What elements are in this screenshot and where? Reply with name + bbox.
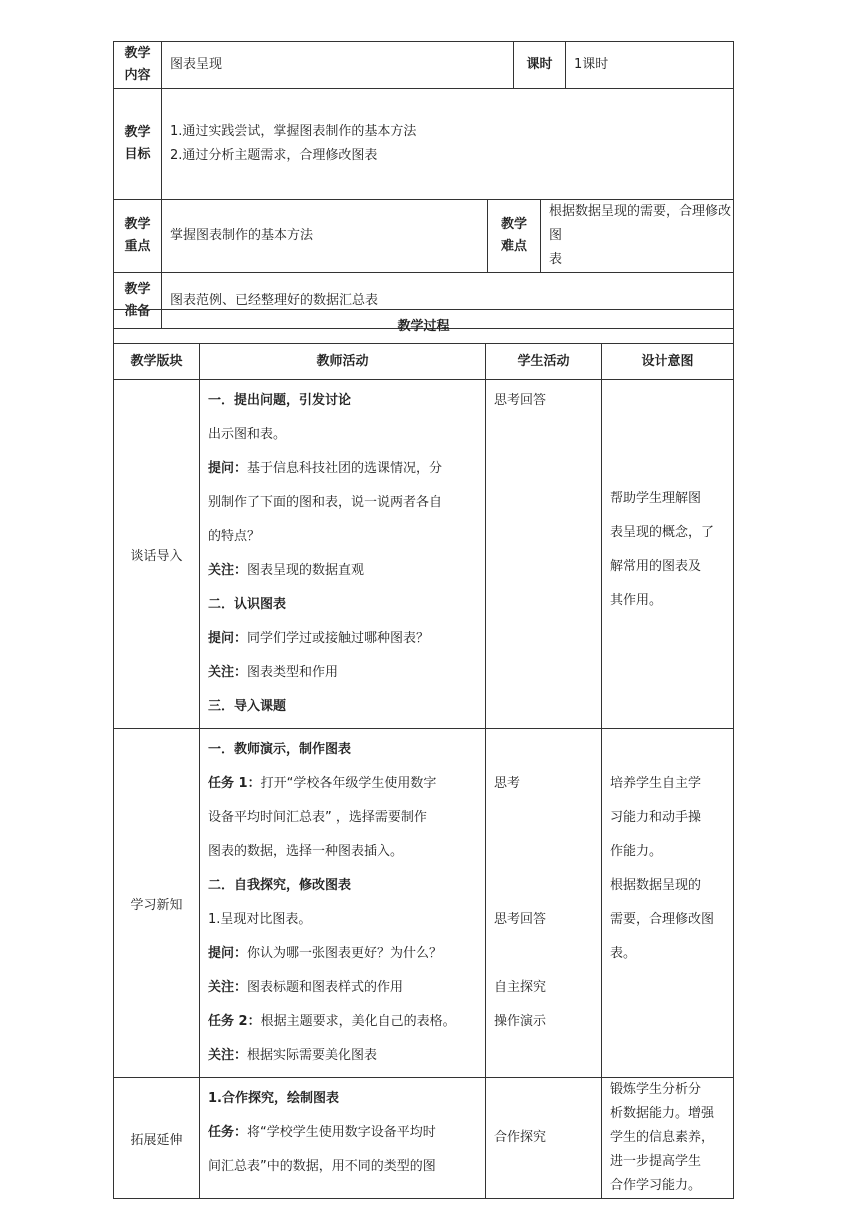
teacher-activity-line bbox=[208, 971, 479, 1005]
prep-value: 图表范例、已经整理好的数据汇总表 bbox=[162, 273, 734, 329]
teacher-activity-line bbox=[208, 1150, 479, 1184]
activity-line-text: 图表类型和作用 bbox=[247, 665, 339, 680]
teacher-activity-line bbox=[208, 801, 479, 835]
teacher-activity-line bbox=[208, 903, 479, 937]
teacher-activity-line bbox=[208, 733, 479, 767]
table-row bbox=[114, 380, 734, 729]
activity-line-text: 一．教师演示，制作图表 bbox=[208, 742, 352, 757]
activity-line-text: 图表的数据，选择一种图表插入。 bbox=[208, 844, 404, 859]
prep-label: 教学 准备 bbox=[114, 273, 162, 329]
teacher-activity-cell bbox=[200, 1078, 486, 1199]
activity-line-label: 关注： bbox=[208, 665, 248, 680]
teacher-activity-line bbox=[208, 767, 479, 801]
teacher-activity-line bbox=[208, 622, 479, 656]
activity-line-text: 别制作了下面的图和表，说一说两者各自 bbox=[208, 495, 443, 510]
difficulty-label: 教学 难点 bbox=[488, 200, 541, 273]
activity-line-label: 任务 2： bbox=[208, 1014, 261, 1029]
activity-line-text: 的特点？ bbox=[208, 529, 261, 544]
activity-line-label: 关注： bbox=[208, 980, 248, 995]
intent-cell: 帮助学生理解图 表呈现的概念，了 解常用的图表及 其作用。 bbox=[602, 380, 734, 729]
block-cell: 学习新知 bbox=[114, 729, 200, 1078]
activity-line-label: 提问： bbox=[208, 946, 248, 961]
lesson-info-table bbox=[113, 41, 734, 329]
activity-line-text: 基于信息科技社团的选课情况，分 bbox=[247, 461, 443, 476]
student-activity-cell: 思考 思考回答 自主探究 操作演示 bbox=[486, 729, 602, 1078]
teacher-activity-line bbox=[208, 1005, 479, 1039]
teacher-activity-line bbox=[208, 418, 479, 452]
period-value: 1课时 bbox=[566, 42, 734, 89]
content-value: 图表呈现 bbox=[162, 42, 514, 89]
activity-line-text: 三．导入课题 bbox=[208, 699, 287, 714]
teacher-activity-line bbox=[208, 690, 479, 724]
block-cell: 拓展延伸 bbox=[114, 1078, 200, 1199]
process-title: 教学过程 bbox=[114, 310, 734, 344]
activity-line-label: 任务 1： bbox=[208, 776, 261, 791]
teacher-activity-cell bbox=[200, 729, 486, 1078]
teacher-activity-line bbox=[208, 1116, 479, 1150]
teacher-activity-line bbox=[208, 1039, 479, 1073]
goal-value: 1.通过实践尝试，掌握图表制作的基本方法 2.通过分析主题需求，合理修改图表 bbox=[162, 89, 734, 200]
goal-label: 教学 目标 bbox=[114, 89, 162, 200]
activity-line-text: 图表呈现的数据直观 bbox=[247, 563, 365, 578]
col-header-teacher: 教师活动 bbox=[200, 344, 486, 380]
activity-line-label: 关注： bbox=[208, 1048, 248, 1063]
activity-line-text: 1.呈现对比图表。 bbox=[208, 912, 312, 927]
student-activity-cell: 思考回答 bbox=[486, 380, 602, 729]
teacher-activity-line bbox=[208, 588, 479, 622]
intent-cell: 锻炼学生分析分 析数据能力。增强 学生的信息素养， 进一步提高学生 合作学习能力。 bbox=[602, 1078, 734, 1199]
col-header-student: 学生活动 bbox=[486, 344, 602, 380]
difficulty-value: 根据数据呈现的需要，合理修改图 表 bbox=[541, 200, 734, 273]
activity-line-text: 1.合作探究，绘制图表 bbox=[208, 1091, 339, 1106]
key-label: 教学 重点 bbox=[114, 200, 162, 273]
teacher-activity-line bbox=[208, 869, 479, 903]
col-header-intent: 设计意图 bbox=[602, 344, 734, 380]
teaching-process-table bbox=[113, 309, 734, 1199]
block-cell: 谈话导入 bbox=[114, 380, 200, 729]
teacher-activity-line bbox=[208, 656, 479, 690]
table-row bbox=[114, 729, 734, 1078]
activity-line-label: 任务： bbox=[208, 1125, 248, 1140]
teacher-activity-cell bbox=[200, 380, 486, 729]
intent-cell: 培养学生自主学 习能力和动手操 作能力。 根据数据呈现的 需要，合理修改图 表。 bbox=[602, 729, 734, 1078]
student-activity-cell: 合作探究 bbox=[486, 1078, 602, 1199]
content-label: 教学 内容 bbox=[114, 42, 162, 89]
teacher-activity-line bbox=[208, 520, 479, 554]
activity-line-text: 打开“学校各年级学生使用数字 bbox=[260, 776, 437, 791]
teacher-activity-line bbox=[208, 937, 479, 971]
activity-line-text: 将“学校学生使用数字设备平均时 bbox=[247, 1125, 436, 1140]
teacher-activity-line bbox=[208, 452, 479, 486]
table-row bbox=[114, 1078, 734, 1199]
teacher-activity-line bbox=[208, 384, 479, 418]
activity-line-text: 图表标题和图表样式的作用 bbox=[247, 980, 404, 995]
teacher-activity-line bbox=[208, 486, 479, 520]
activity-line-label: 提问： bbox=[208, 631, 248, 646]
activity-line-text: 根据主题要求，美化自己的表格。 bbox=[260, 1014, 456, 1029]
activity-line-text: 你认为哪一张图表更好？为什么？ bbox=[247, 946, 443, 961]
key-value: 掌握图表制作的基本方法 bbox=[162, 200, 488, 273]
activity-line-text: 同学们学过或接触过哪种图表？ bbox=[247, 631, 430, 646]
period-label: 课时 bbox=[514, 42, 566, 89]
activity-line-text: 出示图和表。 bbox=[208, 427, 287, 442]
teacher-activity-line bbox=[208, 554, 479, 588]
teacher-activity-line bbox=[208, 835, 479, 869]
activity-line-text: 设备平均时间汇总表” ，选择需要制作 bbox=[208, 810, 427, 825]
col-header-block: 教学版块 bbox=[114, 344, 200, 380]
activity-line-label: 关注： bbox=[208, 563, 248, 578]
activity-line-text: 根据实际需要美化图表 bbox=[247, 1048, 378, 1063]
activity-line-text: 间汇总表”中的数据，用不同的类型的图 bbox=[208, 1159, 436, 1174]
activity-line-label: 提问： bbox=[208, 461, 248, 476]
teacher-activity-line bbox=[208, 1082, 479, 1116]
activity-line-text: 二．认识图表 bbox=[208, 597, 287, 612]
activity-line-text: 二．自我探究，修改图表 bbox=[208, 878, 352, 893]
activity-line-text: 一．提出问题，引发讨论 bbox=[208, 393, 352, 408]
